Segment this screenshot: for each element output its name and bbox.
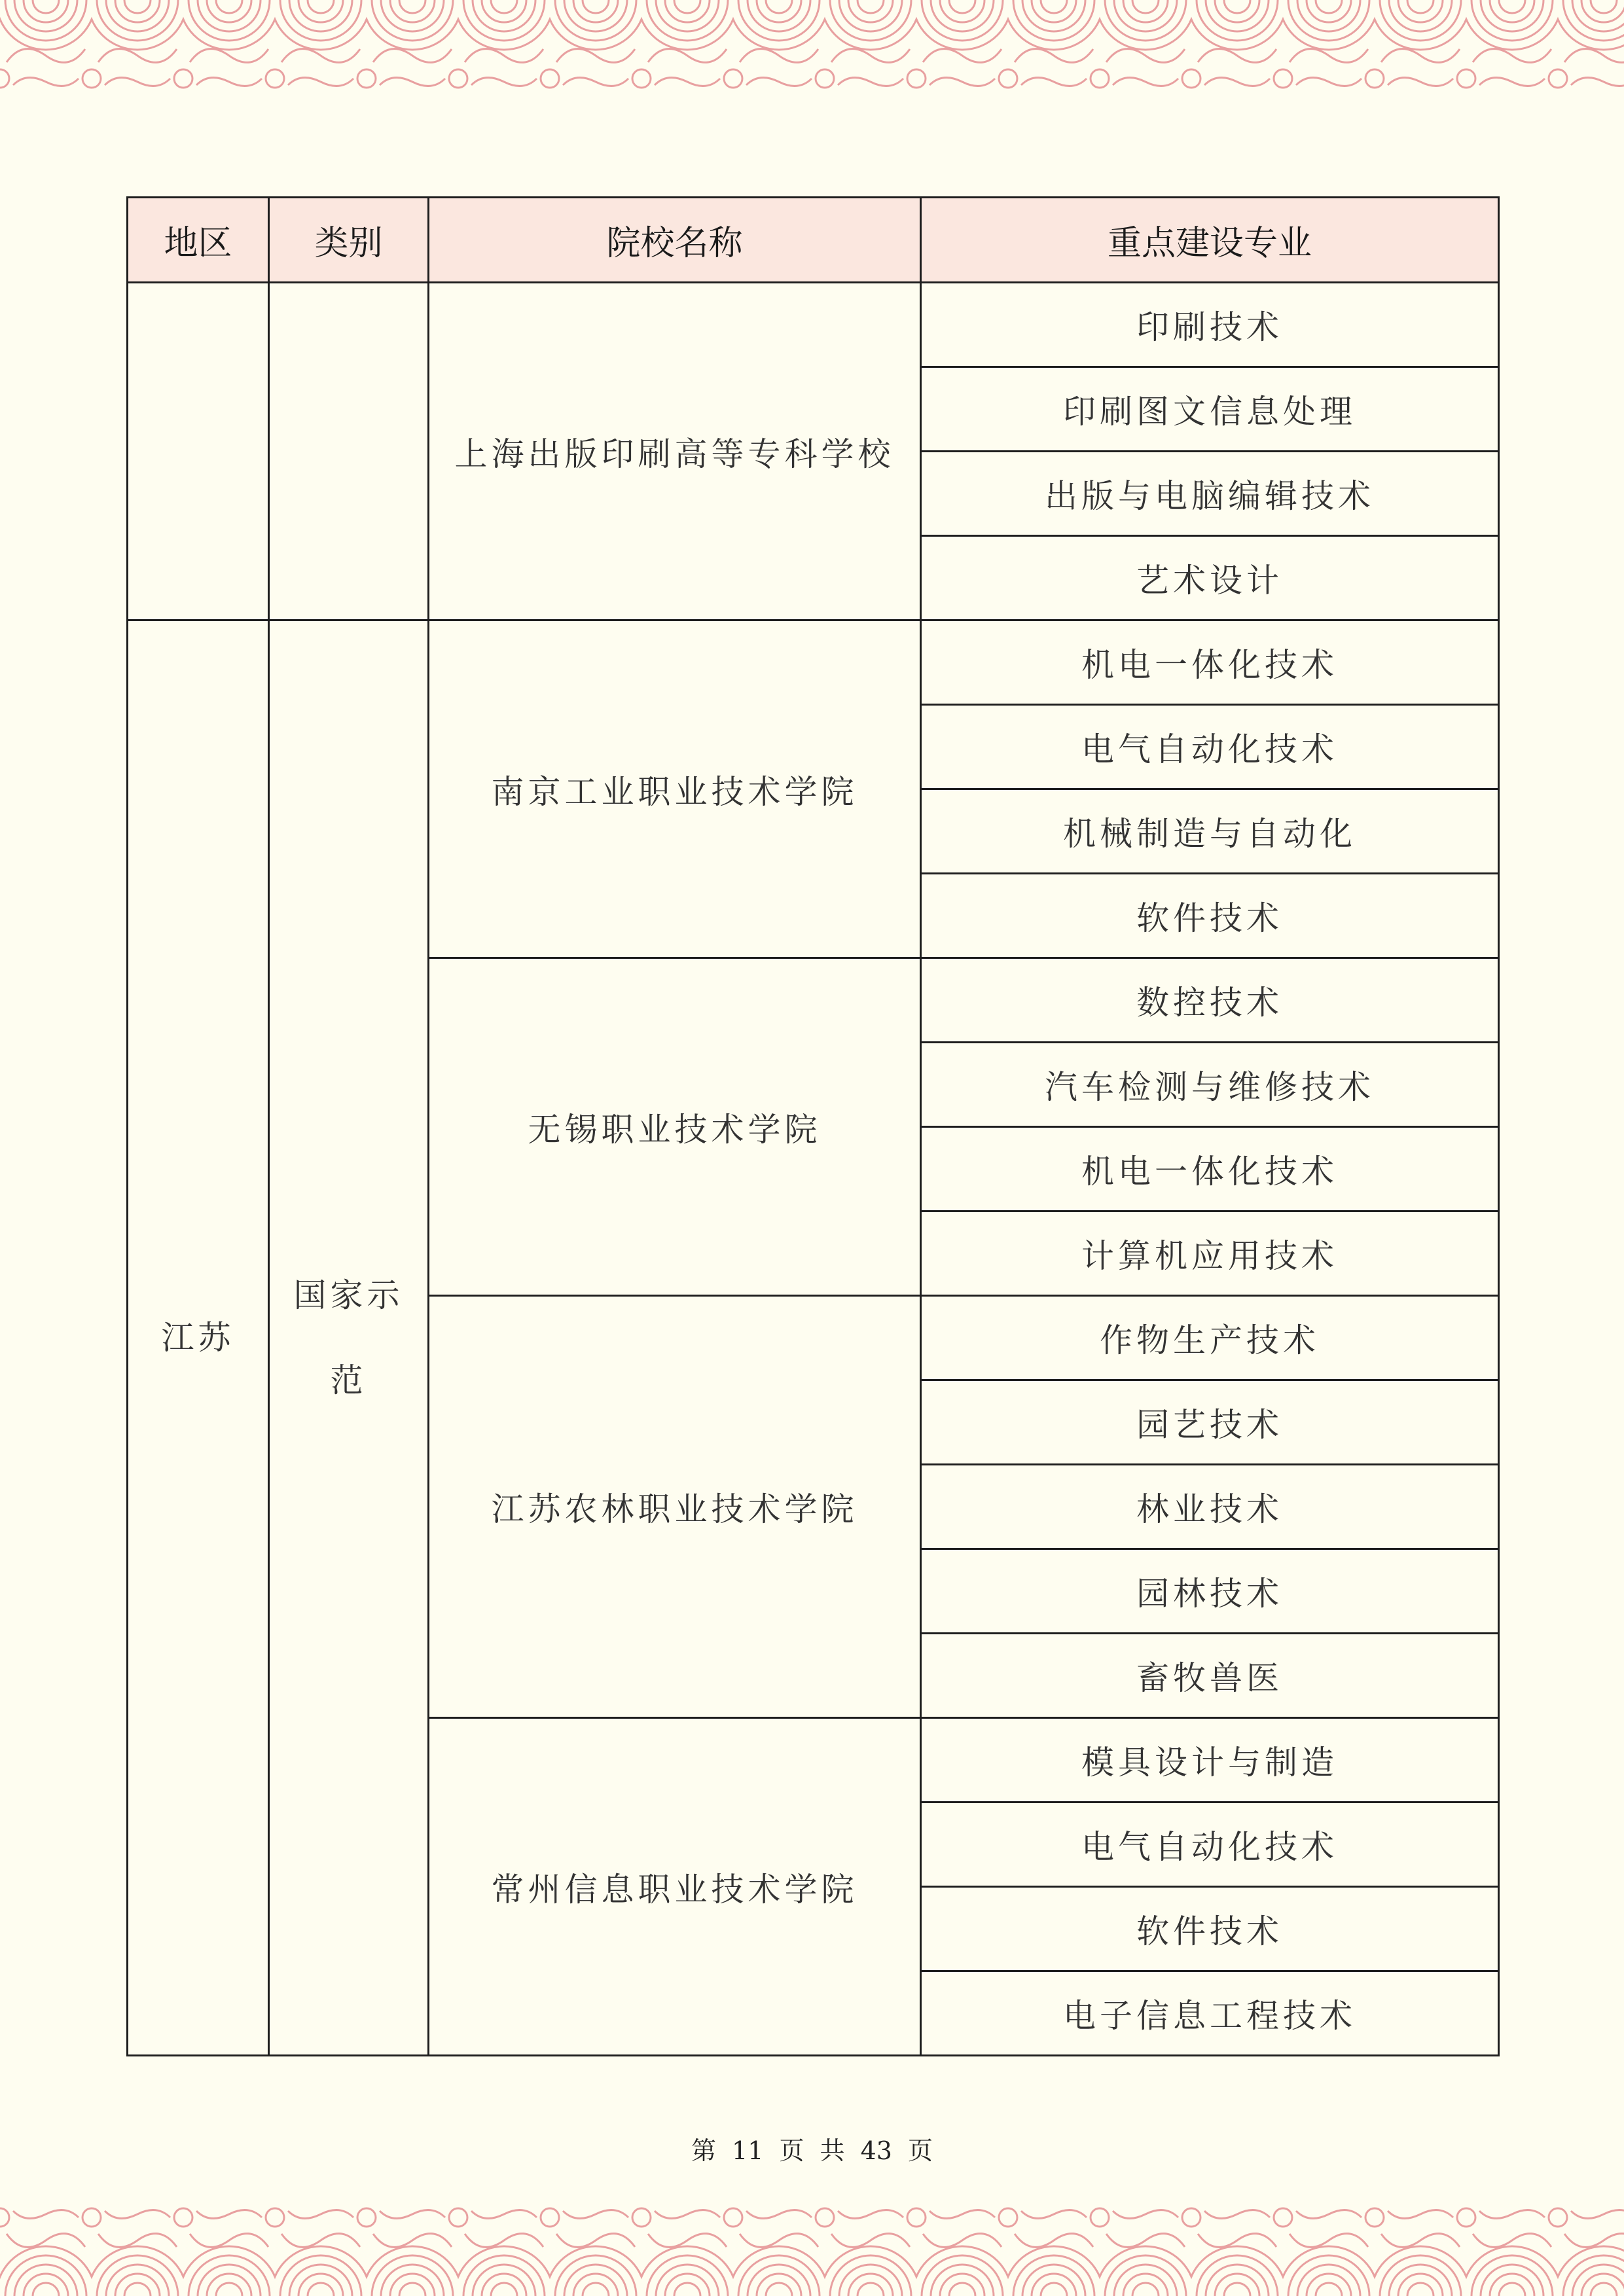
- major-cell: 艺术设计: [921, 536, 1499, 620]
- decorative-wave-border-bottom: [0, 2191, 1624, 2296]
- major-cell: 作物生产技术: [921, 1296, 1499, 1380]
- major-cell: 出版与电脑编辑技术: [921, 452, 1499, 536]
- major-cell: 印刷图文信息处理: [921, 367, 1499, 452]
- major-cell: 机电一体化技术: [921, 1127, 1499, 1211]
- major-cell: 机械制造与自动化: [921, 789, 1499, 874]
- school-name-cell: 江苏农林职业技术学院: [429, 1296, 921, 1718]
- table-row: [128, 283, 1499, 367]
- major-cell: 软件技术: [921, 874, 1499, 958]
- region-cell: 江苏: [128, 620, 269, 2056]
- major-cell: 电子信息工程技术: [921, 1971, 1499, 2056]
- major-cell: 模具设计与制造: [921, 1718, 1499, 1803]
- major-cell: 汽车检测与维修技术: [921, 1043, 1499, 1127]
- decorative-wave-border-top: [0, 0, 1624, 105]
- school-name-cell: 无锡职业技术学院: [429, 958, 921, 1296]
- major-cell: 软件技术: [921, 1887, 1499, 1971]
- header-category: 类别: [269, 198, 429, 283]
- major-cell: 计算机应用技术: [921, 1211, 1499, 1296]
- category-text: 国家示范: [293, 1276, 404, 1399]
- school-name-cell: 上海出版印刷高等专科学校: [429, 283, 921, 620]
- table-row: [128, 620, 1499, 705]
- major-cell: 林业技术: [921, 1465, 1499, 1549]
- header-school-name: 院校名称: [429, 198, 921, 283]
- page-footer: 第 11 页 共 43 页: [691, 2136, 933, 2165]
- school-name-cell: 南京工业职业技术学院: [429, 620, 921, 958]
- school-name-cell: 常州信息职业技术学院: [429, 1718, 921, 2056]
- header-key-major: 重点建设专业: [921, 198, 1499, 283]
- major-cell: 园林技术: [921, 1549, 1499, 1634]
- table-header-row: [128, 198, 1499, 283]
- major-cell: 印刷技术: [921, 283, 1499, 367]
- header-region: 地区: [128, 198, 269, 283]
- major-cell: 电气自动化技术: [921, 1803, 1499, 1887]
- major-cell: 园艺技术: [921, 1380, 1499, 1465]
- category-cell: [269, 620, 429, 2056]
- major-cell: 畜牧兽医: [921, 1634, 1499, 1718]
- major-cell: 数控技术: [921, 958, 1499, 1043]
- key-majors-table: [126, 196, 1500, 2056]
- major-cell: 电气自动化技术: [921, 705, 1499, 789]
- region-cell-continued: [128, 283, 269, 620]
- category-cell-continued: [269, 283, 429, 620]
- major-cell: 机电一体化技术: [921, 620, 1499, 705]
